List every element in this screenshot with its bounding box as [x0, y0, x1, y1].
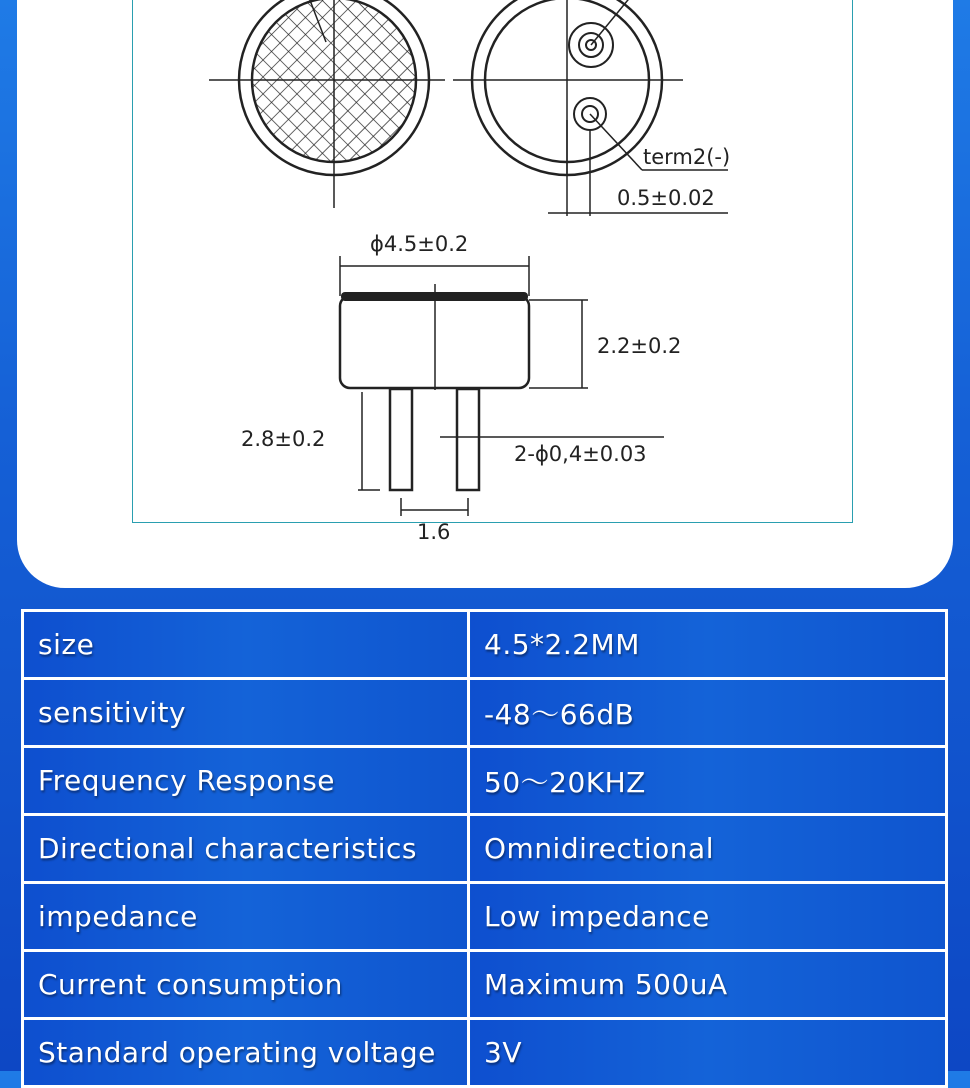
spec-label: impedance: [23, 883, 469, 951]
spec-value: 3V: [469, 1019, 947, 1087]
table-row: [23, 951, 947, 1019]
table-row: [23, 883, 947, 951]
spec-table: [21, 609, 948, 1088]
side-view: [241, 232, 681, 544]
table-row: [23, 747, 947, 815]
height-label: 2.2±0.2: [597, 334, 682, 358]
spec-value: Omnidirectional: [469, 815, 947, 883]
pin-length-label: 2.8±0.2: [241, 427, 326, 451]
table-row: [23, 1019, 947, 1087]
spec-label: Standard operating voltage: [23, 1019, 469, 1087]
pin-offset-label: 0.5±0.02: [617, 186, 715, 210]
diameter-label: ϕ4.5±0.2: [370, 232, 469, 256]
spec-value: 50～20KHZ: [469, 747, 947, 815]
spec-value: Maximum 500uA: [469, 951, 947, 1019]
front-view-mesh: [209, 0, 445, 208]
back-view-terminals: [453, 0, 730, 216]
term2-label: term2(-): [643, 145, 731, 169]
spec-value: 4.5*2.2MM: [469, 611, 947, 679]
table-row: [23, 815, 947, 883]
spec-label: Directional characteristics: [23, 815, 469, 883]
table-row: [23, 611, 947, 679]
spec-value: Low impedance: [469, 883, 947, 951]
spec-label: Frequency Response: [23, 747, 469, 815]
spec-label: size: [23, 611, 469, 679]
table-row: [23, 679, 947, 747]
pin-diameter-label: 2-ϕ0,4±0.03: [514, 442, 647, 466]
pin-pitch-label: 1.6: [417, 520, 451, 544]
spec-value: -48～66dB: [469, 679, 947, 747]
spec-label: Current consumption: [23, 951, 469, 1019]
spec-label: sensitivity: [23, 679, 469, 747]
